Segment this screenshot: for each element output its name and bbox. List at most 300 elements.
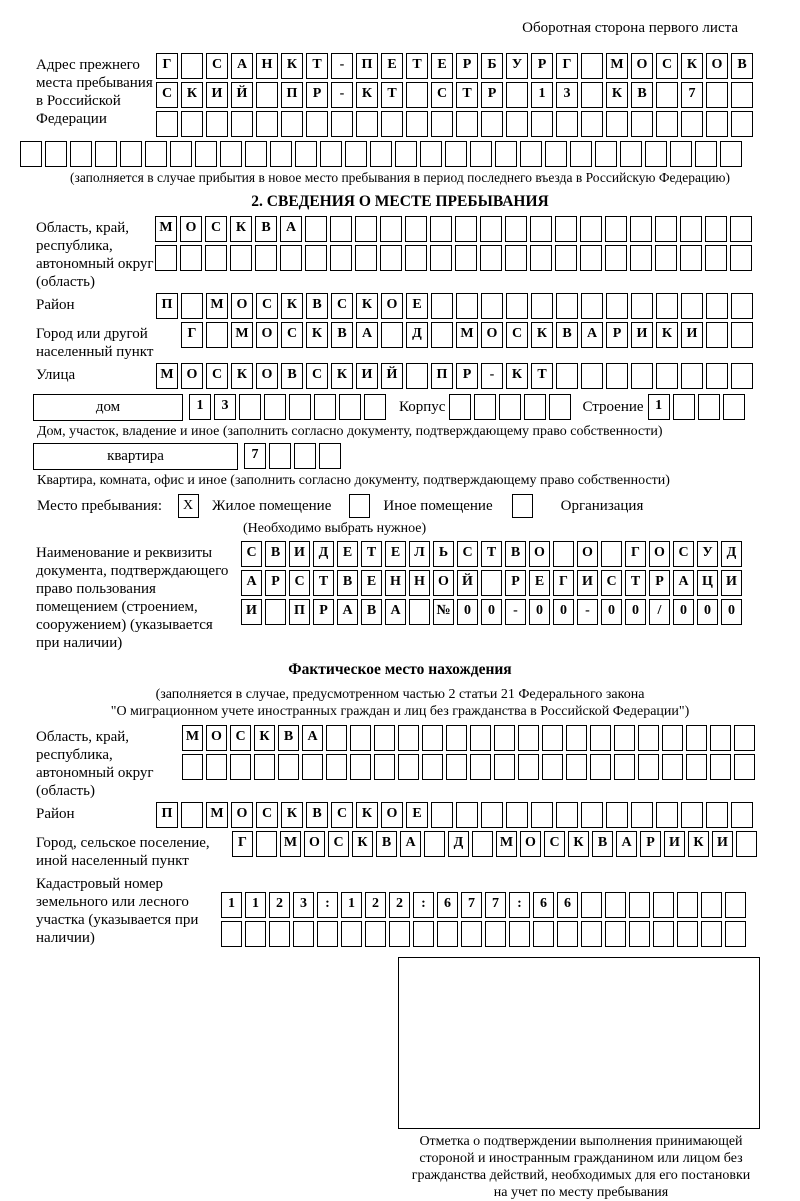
- char-cell[interactable]: [205, 245, 227, 271]
- char-cell[interactable]: [356, 111, 378, 137]
- char-cell[interactable]: [355, 216, 377, 242]
- char-cell[interactable]: А: [280, 216, 302, 242]
- char-cell[interactable]: И: [681, 322, 703, 348]
- char-cell[interactable]: К: [681, 53, 703, 79]
- char-cell[interactable]: [406, 82, 428, 108]
- char-cell[interactable]: [653, 921, 674, 947]
- char-cell[interactable]: [653, 892, 674, 918]
- char-cell[interactable]: А: [385, 599, 406, 625]
- char-cell[interactable]: П: [431, 363, 453, 389]
- char-cell[interactable]: [677, 892, 698, 918]
- char-cell[interactable]: И: [356, 363, 378, 389]
- char-cell[interactable]: В: [631, 82, 653, 108]
- char-cell[interactable]: [365, 921, 386, 947]
- char-cell[interactable]: П: [281, 82, 303, 108]
- char-cell[interactable]: М: [206, 802, 228, 828]
- char-cell[interactable]: [456, 111, 478, 137]
- char-cell[interactable]: В: [556, 322, 578, 348]
- stay-type-checkbox-residential[interactable]: X: [178, 494, 199, 518]
- char-cell[interactable]: [480, 245, 502, 271]
- char-cell[interactable]: [455, 216, 477, 242]
- char-cell[interactable]: Б: [481, 53, 503, 79]
- char-cell[interactable]: М: [155, 216, 177, 242]
- char-cell[interactable]: [330, 245, 352, 271]
- char-cell[interactable]: 0: [673, 599, 694, 625]
- char-cell[interactable]: [542, 754, 563, 780]
- char-cell[interactable]: 6: [533, 892, 554, 918]
- char-cell[interactable]: 1: [341, 892, 362, 918]
- char-cell[interactable]: К: [281, 293, 303, 319]
- char-cell[interactable]: [686, 754, 707, 780]
- char-cell[interactable]: [305, 245, 327, 271]
- char-cell[interactable]: [295, 141, 317, 167]
- char-cell[interactable]: [581, 921, 602, 947]
- char-cell[interactable]: [680, 216, 702, 242]
- char-cell[interactable]: Т: [456, 82, 478, 108]
- char-cell[interactable]: [655, 216, 677, 242]
- char-cell[interactable]: Р: [606, 322, 628, 348]
- char-cell[interactable]: [706, 802, 728, 828]
- char-cell[interactable]: И: [241, 599, 262, 625]
- char-cell[interactable]: [595, 141, 617, 167]
- char-cell[interactable]: [730, 245, 752, 271]
- char-cell[interactable]: Д: [721, 541, 742, 567]
- char-cell[interactable]: В: [361, 599, 382, 625]
- char-cell[interactable]: Ь: [433, 541, 454, 567]
- char-cell[interactable]: [557, 921, 578, 947]
- char-cell[interactable]: [606, 363, 628, 389]
- char-cell[interactable]: С: [256, 802, 278, 828]
- char-cell[interactable]: 7: [461, 892, 482, 918]
- char-cell[interactable]: [256, 111, 278, 137]
- char-cell[interactable]: [381, 322, 403, 348]
- char-cell[interactable]: [656, 802, 678, 828]
- char-cell[interactable]: С: [431, 82, 453, 108]
- char-cell[interactable]: -: [577, 599, 598, 625]
- char-cell[interactable]: [630, 216, 652, 242]
- char-cell[interactable]: А: [302, 725, 323, 751]
- char-cell[interactable]: [120, 141, 142, 167]
- char-cell[interactable]: [245, 141, 267, 167]
- char-cell[interactable]: Т: [306, 53, 328, 79]
- char-cell[interactable]: [566, 725, 587, 751]
- char-cell[interactable]: [605, 216, 627, 242]
- char-cell[interactable]: 3: [214, 394, 236, 420]
- char-cell[interactable]: А: [241, 570, 262, 596]
- char-cell[interactable]: Й: [231, 82, 253, 108]
- char-cell[interactable]: А: [581, 322, 603, 348]
- char-cell[interactable]: А: [400, 831, 421, 857]
- char-cell[interactable]: [221, 921, 242, 947]
- char-cell[interactable]: [181, 111, 203, 137]
- char-cell[interactable]: [256, 82, 278, 108]
- char-cell[interactable]: [350, 725, 371, 751]
- char-cell[interactable]: [506, 82, 528, 108]
- char-cell[interactable]: [495, 141, 517, 167]
- char-cell[interactable]: Т: [313, 570, 334, 596]
- char-cell[interactable]: [731, 322, 753, 348]
- char-cell[interactable]: [606, 802, 628, 828]
- char-cell[interactable]: О: [577, 541, 598, 567]
- char-cell[interactable]: [530, 216, 552, 242]
- char-cell[interactable]: [734, 725, 755, 751]
- char-cell[interactable]: Т: [625, 570, 646, 596]
- char-cell[interactable]: Р: [313, 599, 334, 625]
- char-cell[interactable]: [731, 111, 753, 137]
- char-cell[interactable]: [302, 754, 323, 780]
- char-cell[interactable]: [681, 802, 703, 828]
- char-cell[interactable]: [705, 216, 727, 242]
- char-cell[interactable]: К: [531, 322, 553, 348]
- char-cell[interactable]: [706, 363, 728, 389]
- char-cell[interactable]: С: [230, 725, 251, 751]
- char-cell[interactable]: С: [331, 293, 353, 319]
- char-cell[interactable]: [720, 141, 742, 167]
- char-cell[interactable]: М: [182, 725, 203, 751]
- char-cell[interactable]: Е: [529, 570, 550, 596]
- char-cell[interactable]: [533, 921, 554, 947]
- char-cell[interactable]: С: [241, 541, 262, 567]
- char-cell[interactable]: О: [256, 363, 278, 389]
- char-cell[interactable]: 0: [553, 599, 574, 625]
- char-cell[interactable]: [581, 363, 603, 389]
- char-cell[interactable]: [614, 754, 635, 780]
- char-cell[interactable]: С: [156, 82, 178, 108]
- char-cell[interactable]: [542, 725, 563, 751]
- char-cell[interactable]: [555, 216, 577, 242]
- char-cell[interactable]: М: [206, 293, 228, 319]
- char-cell[interactable]: [431, 802, 453, 828]
- char-cell[interactable]: С: [281, 322, 303, 348]
- char-cell[interactable]: К: [606, 82, 628, 108]
- char-cell[interactable]: [556, 802, 578, 828]
- char-cell[interactable]: 7: [485, 892, 506, 918]
- char-cell[interactable]: [445, 141, 467, 167]
- char-cell[interactable]: О: [520, 831, 541, 857]
- char-cell[interactable]: [420, 141, 442, 167]
- char-cell[interactable]: [581, 892, 602, 918]
- char-cell[interactable]: :: [317, 892, 338, 918]
- char-cell[interactable]: [446, 754, 467, 780]
- char-cell[interactable]: /: [649, 599, 670, 625]
- char-cell[interactable]: К: [356, 802, 378, 828]
- char-cell[interactable]: Л: [409, 541, 430, 567]
- char-cell[interactable]: [155, 245, 177, 271]
- char-cell[interactable]: [553, 541, 574, 567]
- stay-type-checkbox-organization[interactable]: [512, 494, 533, 518]
- char-cell[interactable]: [422, 754, 443, 780]
- char-cell[interactable]: Т: [361, 541, 382, 567]
- char-cell[interactable]: [556, 111, 578, 137]
- char-cell[interactable]: [673, 394, 695, 420]
- char-cell[interactable]: [590, 754, 611, 780]
- char-cell[interactable]: 2: [389, 892, 410, 918]
- char-cell[interactable]: [280, 245, 302, 271]
- char-cell[interactable]: С: [289, 570, 310, 596]
- char-cell[interactable]: [710, 725, 731, 751]
- char-cell[interactable]: Р: [640, 831, 661, 857]
- char-cell[interactable]: В: [592, 831, 613, 857]
- char-cell[interactable]: [549, 394, 571, 420]
- char-cell[interactable]: Е: [406, 293, 428, 319]
- char-cell[interactable]: [706, 322, 728, 348]
- char-cell[interactable]: В: [265, 541, 286, 567]
- char-cell[interactable]: [269, 443, 291, 469]
- char-cell[interactable]: О: [481, 322, 503, 348]
- char-cell[interactable]: [355, 245, 377, 271]
- char-cell[interactable]: Г: [625, 541, 646, 567]
- char-cell[interactable]: [230, 754, 251, 780]
- char-cell[interactable]: [710, 754, 731, 780]
- char-cell[interactable]: [481, 570, 502, 596]
- char-cell[interactable]: М: [280, 831, 301, 857]
- char-cell[interactable]: А: [231, 53, 253, 79]
- char-cell[interactable]: [395, 141, 417, 167]
- char-cell[interactable]: [206, 111, 228, 137]
- char-cell[interactable]: [518, 725, 539, 751]
- char-cell[interactable]: Т: [481, 541, 502, 567]
- char-cell[interactable]: [545, 141, 567, 167]
- char-cell[interactable]: С: [331, 802, 353, 828]
- char-cell[interactable]: [364, 394, 386, 420]
- char-cell[interactable]: [405, 245, 427, 271]
- char-cell[interactable]: С: [328, 831, 349, 857]
- char-cell[interactable]: 1: [648, 394, 670, 420]
- char-cell[interactable]: [485, 921, 506, 947]
- char-cell[interactable]: 3: [293, 892, 314, 918]
- char-cell[interactable]: [566, 754, 587, 780]
- char-cell[interactable]: Г: [181, 322, 203, 348]
- char-cell[interactable]: [631, 293, 653, 319]
- char-cell[interactable]: В: [255, 216, 277, 242]
- char-cell[interactable]: С: [457, 541, 478, 567]
- char-cell[interactable]: [698, 394, 720, 420]
- char-cell[interactable]: С: [544, 831, 565, 857]
- char-cell[interactable]: Г: [553, 570, 574, 596]
- char-cell[interactable]: О: [304, 831, 325, 857]
- char-cell[interactable]: [701, 892, 722, 918]
- char-cell[interactable]: [430, 216, 452, 242]
- char-cell[interactable]: 0: [721, 599, 742, 625]
- char-cell[interactable]: [505, 216, 527, 242]
- char-cell[interactable]: А: [337, 599, 358, 625]
- char-cell[interactable]: [470, 141, 492, 167]
- char-cell[interactable]: М: [156, 363, 178, 389]
- char-cell[interactable]: [339, 394, 361, 420]
- char-cell[interactable]: [645, 141, 667, 167]
- char-cell[interactable]: [695, 141, 717, 167]
- char-cell[interactable]: [656, 293, 678, 319]
- char-cell[interactable]: [481, 802, 503, 828]
- char-cell[interactable]: [570, 141, 592, 167]
- char-cell[interactable]: 2: [269, 892, 290, 918]
- char-cell[interactable]: О: [231, 802, 253, 828]
- char-cell[interactable]: [456, 802, 478, 828]
- char-cell[interactable]: [725, 892, 746, 918]
- char-cell[interactable]: А: [356, 322, 378, 348]
- char-cell[interactable]: О: [649, 541, 670, 567]
- char-cell[interactable]: Й: [381, 363, 403, 389]
- char-cell[interactable]: [409, 599, 430, 625]
- char-cell[interactable]: [406, 111, 428, 137]
- char-cell[interactable]: [256, 831, 277, 857]
- char-cell[interactable]: [406, 363, 428, 389]
- char-cell[interactable]: [231, 111, 253, 137]
- char-cell[interactable]: О: [231, 293, 253, 319]
- char-cell[interactable]: [181, 293, 203, 319]
- char-cell[interactable]: О: [256, 322, 278, 348]
- char-cell[interactable]: [656, 111, 678, 137]
- char-cell[interactable]: [294, 443, 316, 469]
- char-cell[interactable]: [181, 802, 203, 828]
- char-cell[interactable]: [580, 245, 602, 271]
- char-cell[interactable]: 6: [437, 892, 458, 918]
- char-cell[interactable]: [531, 802, 553, 828]
- char-cell[interactable]: Д: [406, 322, 428, 348]
- char-cell[interactable]: Р: [531, 53, 553, 79]
- char-cell[interactable]: П: [356, 53, 378, 79]
- char-cell[interactable]: [581, 82, 603, 108]
- char-cell[interactable]: С: [206, 363, 228, 389]
- char-cell[interactable]: [206, 322, 228, 348]
- char-cell[interactable]: И: [289, 541, 310, 567]
- char-cell[interactable]: [281, 111, 303, 137]
- char-cell[interactable]: 0: [481, 599, 502, 625]
- char-cell[interactable]: [481, 293, 503, 319]
- char-cell[interactable]: [472, 831, 493, 857]
- char-cell[interactable]: [289, 394, 311, 420]
- char-cell[interactable]: [381, 111, 403, 137]
- char-cell[interactable]: [170, 141, 192, 167]
- char-cell[interactable]: 6: [557, 892, 578, 918]
- char-cell[interactable]: [581, 53, 603, 79]
- char-cell[interactable]: С: [206, 53, 228, 79]
- char-cell[interactable]: [264, 394, 286, 420]
- char-cell[interactable]: 7: [244, 443, 266, 469]
- char-cell[interactable]: [631, 363, 653, 389]
- char-cell[interactable]: [405, 216, 427, 242]
- char-cell[interactable]: 0: [625, 599, 646, 625]
- char-cell[interactable]: С: [656, 53, 678, 79]
- char-cell[interactable]: П: [156, 802, 178, 828]
- char-cell[interactable]: [681, 111, 703, 137]
- char-cell[interactable]: [581, 802, 603, 828]
- char-cell[interactable]: [254, 754, 275, 780]
- char-cell[interactable]: К: [281, 802, 303, 828]
- char-cell[interactable]: [506, 802, 528, 828]
- char-cell[interactable]: 0: [697, 599, 718, 625]
- char-cell[interactable]: [524, 394, 546, 420]
- char-cell[interactable]: Т: [381, 82, 403, 108]
- char-cell[interactable]: [320, 141, 342, 167]
- char-cell[interactable]: [680, 245, 702, 271]
- char-cell[interactable]: [656, 363, 678, 389]
- char-cell[interactable]: [317, 921, 338, 947]
- char-cell[interactable]: К: [231, 363, 253, 389]
- char-cell[interactable]: Ц: [697, 570, 718, 596]
- char-cell[interactable]: [206, 754, 227, 780]
- char-cell[interactable]: Н: [409, 570, 430, 596]
- char-cell[interactable]: [270, 141, 292, 167]
- char-cell[interactable]: К: [656, 322, 678, 348]
- char-cell[interactable]: [437, 921, 458, 947]
- char-cell[interactable]: [701, 921, 722, 947]
- char-cell[interactable]: Р: [456, 363, 478, 389]
- char-cell[interactable]: Е: [431, 53, 453, 79]
- char-cell[interactable]: [380, 245, 402, 271]
- char-cell[interactable]: [239, 394, 261, 420]
- char-cell[interactable]: 1: [531, 82, 553, 108]
- char-cell[interactable]: [725, 921, 746, 947]
- char-cell[interactable]: [620, 141, 642, 167]
- char-cell[interactable]: И: [206, 82, 228, 108]
- char-cell[interactable]: [629, 921, 650, 947]
- char-cell[interactable]: :: [413, 892, 434, 918]
- char-cell[interactable]: В: [337, 570, 358, 596]
- char-cell[interactable]: [606, 111, 628, 137]
- char-cell[interactable]: [686, 725, 707, 751]
- char-cell[interactable]: К: [306, 322, 328, 348]
- char-cell[interactable]: П: [289, 599, 310, 625]
- char-cell[interactable]: К: [356, 82, 378, 108]
- char-cell[interactable]: В: [331, 322, 353, 348]
- char-cell[interactable]: С: [306, 363, 328, 389]
- char-cell[interactable]: А: [673, 570, 694, 596]
- char-cell[interactable]: [319, 443, 341, 469]
- char-cell[interactable]: -: [481, 363, 503, 389]
- char-cell[interactable]: [630, 245, 652, 271]
- char-cell[interactable]: [481, 111, 503, 137]
- char-cell[interactable]: О: [181, 363, 203, 389]
- char-cell[interactable]: М: [456, 322, 478, 348]
- char-cell[interactable]: М: [496, 831, 517, 857]
- char-cell[interactable]: И: [631, 322, 653, 348]
- char-cell[interactable]: [706, 111, 728, 137]
- char-cell[interactable]: [494, 725, 515, 751]
- char-cell[interactable]: [605, 245, 627, 271]
- char-cell[interactable]: [629, 892, 650, 918]
- char-cell[interactable]: [220, 141, 242, 167]
- char-cell[interactable]: 7: [681, 82, 703, 108]
- char-cell[interactable]: [723, 394, 745, 420]
- char-cell[interactable]: [293, 921, 314, 947]
- char-cell[interactable]: Р: [265, 570, 286, 596]
- char-cell[interactable]: У: [697, 541, 718, 567]
- char-cell[interactable]: К: [281, 53, 303, 79]
- char-cell[interactable]: [306, 111, 328, 137]
- char-cell[interactable]: [265, 599, 286, 625]
- char-cell[interactable]: [706, 293, 728, 319]
- char-cell[interactable]: И: [721, 570, 742, 596]
- char-cell[interactable]: [705, 245, 727, 271]
- char-cell[interactable]: [398, 754, 419, 780]
- char-cell[interactable]: [370, 141, 392, 167]
- char-cell[interactable]: К: [506, 363, 528, 389]
- char-cell[interactable]: [45, 141, 67, 167]
- char-cell[interactable]: [601, 541, 622, 567]
- char-cell[interactable]: С: [601, 570, 622, 596]
- char-cell[interactable]: [731, 293, 753, 319]
- char-cell[interactable]: [731, 82, 753, 108]
- char-cell[interactable]: Е: [381, 53, 403, 79]
- char-cell[interactable]: [431, 322, 453, 348]
- char-cell[interactable]: С: [673, 541, 694, 567]
- char-cell[interactable]: О: [631, 53, 653, 79]
- char-cell[interactable]: [455, 245, 477, 271]
- char-cell[interactable]: [255, 245, 277, 271]
- char-cell[interactable]: В: [505, 541, 526, 567]
- char-cell[interactable]: [269, 921, 290, 947]
